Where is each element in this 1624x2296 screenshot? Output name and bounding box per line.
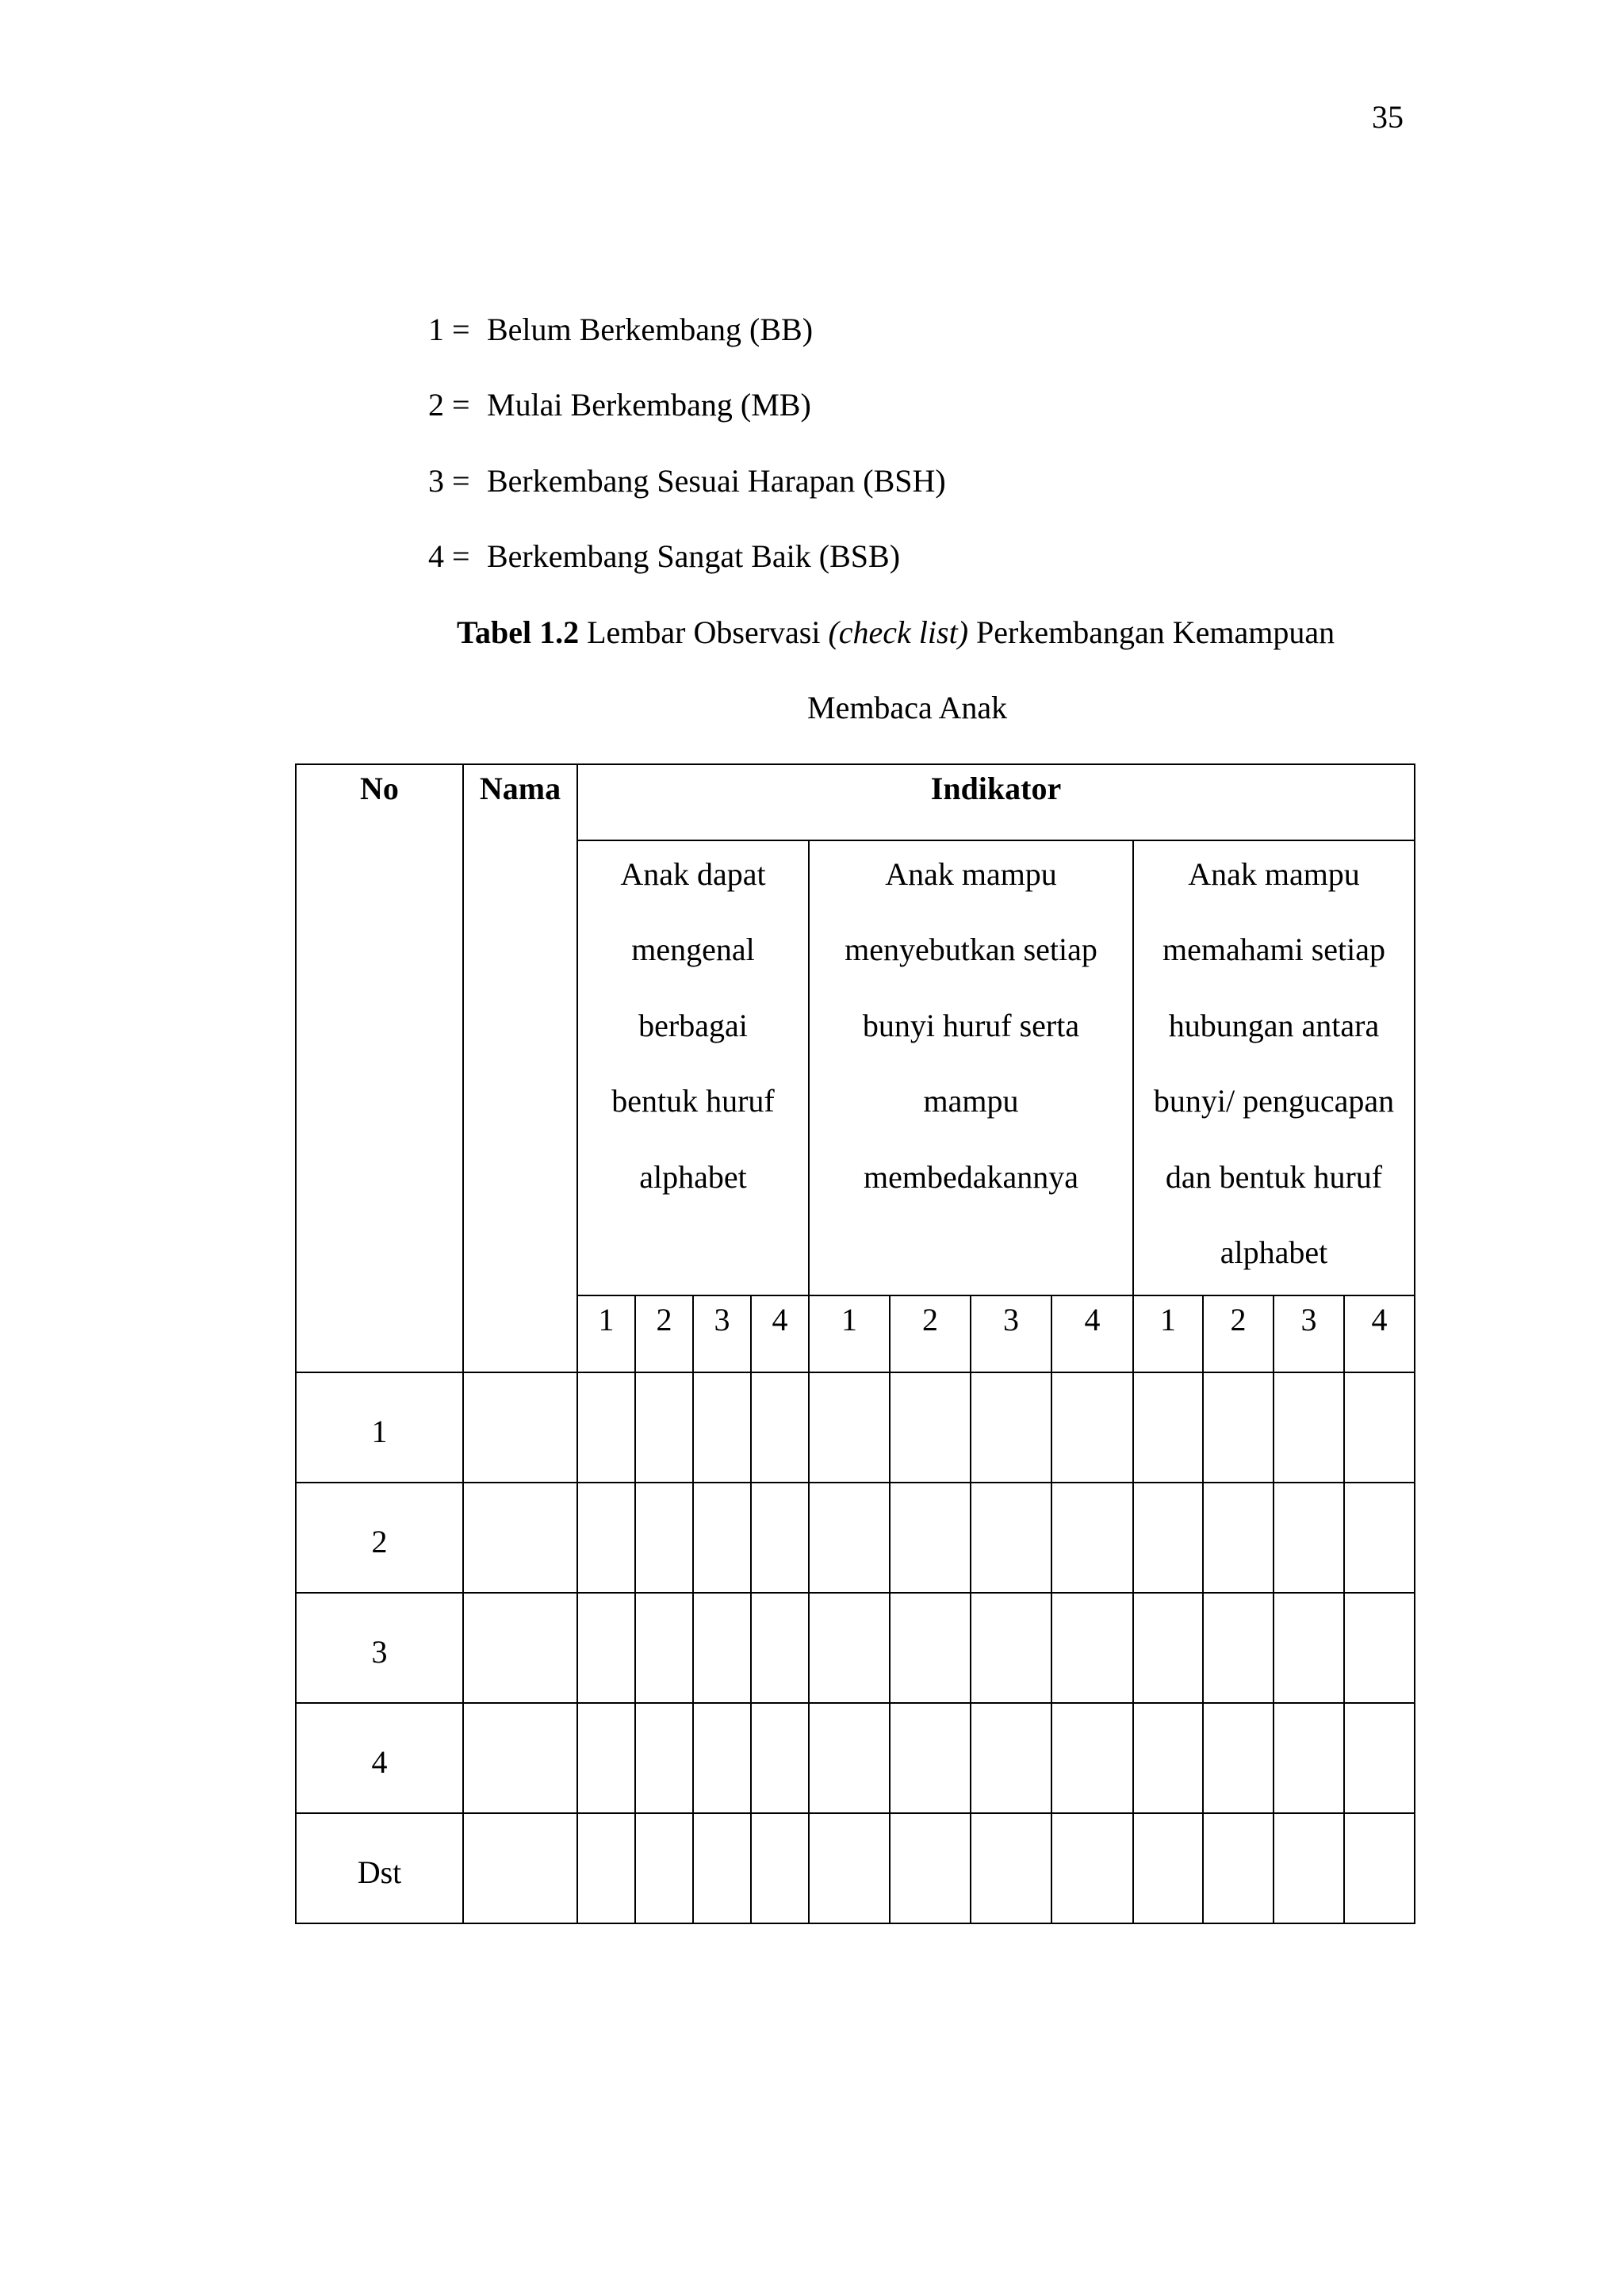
score-cell	[751, 1593, 809, 1703]
legend-item	[428, 306, 813, 354]
score-cell	[693, 1703, 751, 1813]
score-cell	[1051, 1593, 1133, 1703]
score-cell	[1344, 1813, 1415, 1923]
score-cell	[1133, 1703, 1203, 1813]
header-no: No	[296, 764, 463, 1372]
indicator-1: Anak dapat mengenal berbagai bentuk huruf alphabet	[577, 840, 809, 1295]
legend-item	[428, 381, 811, 429]
table-row	[296, 1593, 1415, 1703]
score-cell	[1203, 1593, 1274, 1703]
score-cell	[1274, 1483, 1344, 1593]
score-cell	[1344, 1703, 1415, 1813]
score-header: 1	[1133, 1295, 1203, 1372]
score-cell	[635, 1483, 693, 1593]
name-cell	[463, 1372, 577, 1483]
header-row-top	[296, 764, 1415, 840]
score-cell	[635, 1703, 693, 1813]
table-row	[296, 1703, 1415, 1813]
row-number: 4	[296, 1703, 463, 1813]
caption-label: Tabel 1.2	[457, 614, 580, 650]
score-cell	[1274, 1813, 1344, 1923]
score-cell	[890, 1813, 971, 1923]
indicator-3: Anak mampu memahami setiap hubungan antara bunyi/ pengucapan dan bentuk huruf alphabet	[1133, 840, 1415, 1295]
legend-text: Berkembang Sesuai Harapan (BSH)	[487, 463, 946, 499]
score-cell	[1203, 1372, 1274, 1483]
score-cell	[635, 1372, 693, 1483]
row-number: 3	[296, 1593, 463, 1703]
score-cell	[809, 1703, 890, 1813]
score-cell	[635, 1813, 693, 1923]
indicator-2: Anak mampu menyebutkan setiap bunyi huruf serta mampu membedakannya	[809, 840, 1133, 1295]
score-cell	[809, 1372, 890, 1483]
score-cell	[809, 1483, 890, 1593]
score-cell	[809, 1593, 890, 1703]
score-cell	[1051, 1483, 1133, 1593]
score-cell	[577, 1372, 635, 1483]
score-cell	[693, 1483, 751, 1593]
score-cell	[1203, 1483, 1274, 1593]
score-cell	[751, 1483, 809, 1593]
row-number: 1	[296, 1372, 463, 1483]
score-cell	[1274, 1703, 1344, 1813]
score-header: 4	[751, 1295, 809, 1372]
legend-text: Belum Berkembang (BB)	[487, 312, 814, 347]
header-nama: Nama	[463, 764, 577, 1372]
name-cell	[463, 1593, 577, 1703]
table-row	[296, 1483, 1415, 1593]
row-number: 2	[296, 1483, 463, 1593]
caption-text-a: Lembar Observasi	[579, 614, 829, 650]
score-cell	[751, 1813, 809, 1923]
score-header: 4	[1344, 1295, 1415, 1372]
score-cell	[1051, 1703, 1133, 1813]
score-cell	[1344, 1372, 1415, 1483]
name-cell	[463, 1703, 577, 1813]
score-cell	[890, 1483, 971, 1593]
score-header: 1	[577, 1295, 635, 1372]
score-cell	[751, 1372, 809, 1483]
score-cell	[635, 1593, 693, 1703]
legend-text: Berkembang Sangat Baik (BSB)	[487, 538, 901, 574]
legend-number: 1 =	[428, 312, 470, 347]
score-cell	[890, 1372, 971, 1483]
name-cell	[463, 1813, 577, 1923]
score-cell	[693, 1593, 751, 1703]
caption-text-b: Perkembangan Kemampuan	[968, 614, 1335, 650]
score-cell	[1133, 1483, 1203, 1593]
score-cell	[1344, 1593, 1415, 1703]
table-row	[296, 1372, 1415, 1483]
score-header: 3	[1274, 1295, 1344, 1372]
score-header: 3	[693, 1295, 751, 1372]
score-cell	[1274, 1593, 1344, 1703]
score-cell	[577, 1593, 635, 1703]
legend-number: 4 =	[428, 538, 470, 574]
score-cell	[577, 1813, 635, 1923]
score-cell	[971, 1703, 1051, 1813]
legend-number: 2 =	[428, 387, 470, 423]
score-cell	[971, 1372, 1051, 1483]
score-cell	[693, 1372, 751, 1483]
score-cell	[1051, 1813, 1133, 1923]
score-cell	[577, 1483, 635, 1593]
score-cell	[971, 1593, 1051, 1703]
score-cell	[1133, 1593, 1203, 1703]
legend-text: Mulai Berkembang (MB)	[487, 387, 811, 423]
score-cell	[1133, 1813, 1203, 1923]
score-header: 4	[1051, 1295, 1133, 1372]
legend-item	[428, 533, 900, 580]
score-cell	[1051, 1372, 1133, 1483]
score-cell	[577, 1703, 635, 1813]
legend-number: 3 =	[428, 463, 470, 499]
score-header: 1	[809, 1295, 890, 1372]
name-cell	[463, 1483, 577, 1593]
observation-table	[295, 763, 1415, 1924]
score-cell	[890, 1593, 971, 1703]
score-cell	[1274, 1372, 1344, 1483]
score-header: 2	[890, 1295, 971, 1372]
row-number: Dst	[296, 1813, 463, 1923]
score-cell	[751, 1703, 809, 1813]
score-cell	[890, 1703, 971, 1813]
header-indikator: Indikator	[577, 764, 1415, 840]
score-cell	[971, 1483, 1051, 1593]
score-cell	[693, 1813, 751, 1923]
score-cell	[1203, 1703, 1274, 1813]
score-cell	[1203, 1813, 1274, 1923]
caption-italic: (check list)	[828, 614, 969, 650]
score-header: 2	[1203, 1295, 1274, 1372]
score-cell	[809, 1813, 890, 1923]
legend-item	[428, 457, 946, 505]
caption-line2: Membaca Anak	[807, 690, 1008, 725]
page-number: 35	[1372, 99, 1404, 135]
score-cell	[1344, 1483, 1415, 1593]
score-header: 3	[971, 1295, 1051, 1372]
score-cell	[1133, 1372, 1203, 1483]
table-row	[296, 1813, 1415, 1923]
score-header: 2	[635, 1295, 693, 1372]
score-cell	[971, 1813, 1051, 1923]
